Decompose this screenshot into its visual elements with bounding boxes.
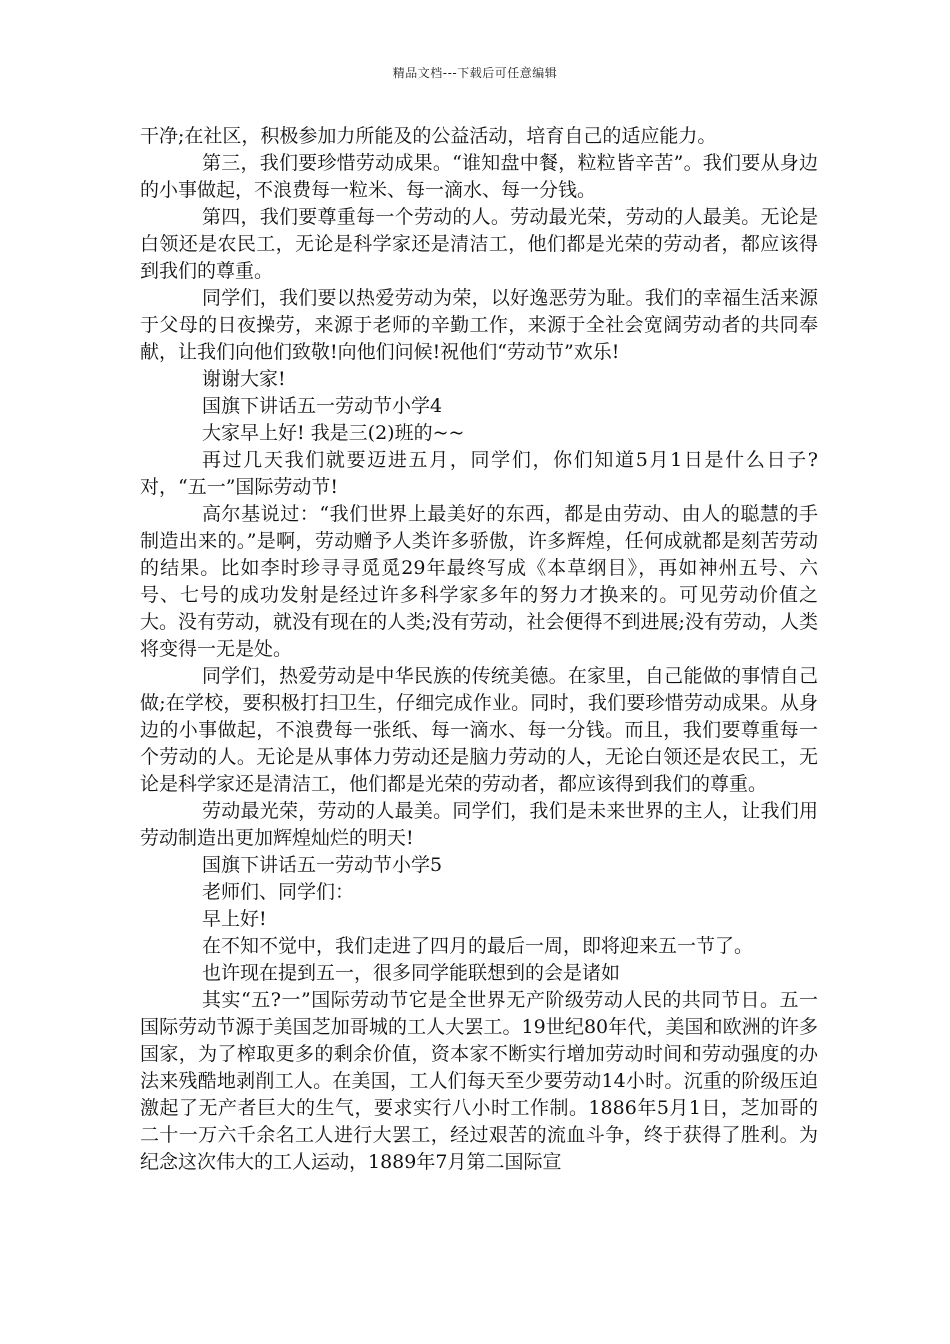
paragraph: 同学们，热爱劳动是中华民族的传统美德。在家里，自己能做的事情自己做;在学校，要积极打扫卫生，仔细完成作业。同时，我们要珍惜劳动成果。从身边的小事做起，不浪费每一张纸、每一滴水、每一分钱。而且，我们要尊重每一个劳动的人。无论是从事体力劳动还是脑力劳动的人，无论白领还是农民工，无论是科学家还是清洁工，他们都是光荣的劳动者，都应该得到我们的尊重。 xyxy=(140,665,818,795)
paragraph: 高尔基说过：“我们世界上最美好的东西，都是由劳动、由人的聪慧的手制造出来的。”是啊，劳动赠予人类许多骄傲，许多辉煌，任何成就都是刻苦劳动的结果。比如李时珍寻寻觅觅29年最终写成《本草纲目》，再如神州五号、六号、七号的成功发射是经过许多科学家多年的努力才换来的。可见劳动价值之大。没有劳动，就没有现在的人类;没有劳动，社会便得不到进展;没有劳动，人类将变得一无是处。 xyxy=(140,503,818,660)
paragraph: 老师们、同学们： xyxy=(202,881,355,903)
paragraph: 在不知不觉中，我们走进了四月的最后一周，即将迎来五一节了。 xyxy=(202,935,754,957)
paragraph: 其实“五?一”国际劳动节它是全世界无产阶级劳动人民的共同节日。五一国际劳动节源于美国芝加哥城的工人大罢工。19世纪80年代，美国和欧洲的许多国家，为了榨取更多的剩余价值，资本家不断实行增加劳动时间和劳动强度的办法来残酷地剥削工人。在美国，工人们每天至少要劳动14小时。沉重的阶级压迫激起了无产者巨大的生气，要求实行八小时工作制。1886年5月1日，芝加哥的二十一万六千余名工人进行大罢工，经过艰苦的流血斗争，终于获得了胜利。为纪念这次伟大的工人运动，1889年7月第二国际宣 xyxy=(140,989,818,1173)
paragraph: 谢谢大家! xyxy=(202,368,286,390)
page-header: 精品文档---下载后可任意编辑 xyxy=(392,66,558,80)
paragraph: 第四，我们要尊重每一个劳动的人。劳动最光荣，劳动的人最美。无论是白领还是农民工，无论是科学家还是清洁工，他们都是光荣的劳动者，都应该得到我们的尊重。 xyxy=(140,206,818,282)
paragraph: 也许现在提到五一，很多同学能联想到的会是诸如 xyxy=(202,962,621,984)
paragraph: 干净;在社区，积极参加力所能及的公益活动，培育自己的适应能力。 xyxy=(140,125,717,147)
section-heading: 国旗下讲话五一劳动节小学5 xyxy=(202,854,443,876)
paragraph: 同学们，我们要以热爱劳动为荣，以好逸恶劳为耻。我们的幸福生活来源于父母的日夜操劳，来源于老师的辛勤工作，来源于全社会宽阔劳动者的共同奉献，让我们向他们致敬!向他们问候!祝他们“劳动节”欢乐! xyxy=(140,287,818,363)
paragraph: 再过几天我们就要迈进五月，同学们，你们知道5月1日是什么日子?对，“五一”国际劳动节! xyxy=(140,449,818,498)
paragraph: 早上好! xyxy=(202,908,267,930)
paragraph: 第三，我们要珍惜劳动成果。“谁知盘中餐，粒粒皆辛苦”。我们要从身边的小事做起，不浪费每一粒米、每一滴水、每一分钱。 xyxy=(140,152,818,201)
paragraph: 大家早上好! 我是三(2)班的~~ xyxy=(202,422,465,444)
paragraph: 劳动最光荣，劳动的人最美。同学们，我们是未来世界的主人，让我们用劳动制造出更加辉煌灿烂的明天! xyxy=(140,800,818,849)
document-body xyxy=(140,123,818,1176)
section-heading: 国旗下讲话五一劳动节小学4 xyxy=(202,395,443,417)
